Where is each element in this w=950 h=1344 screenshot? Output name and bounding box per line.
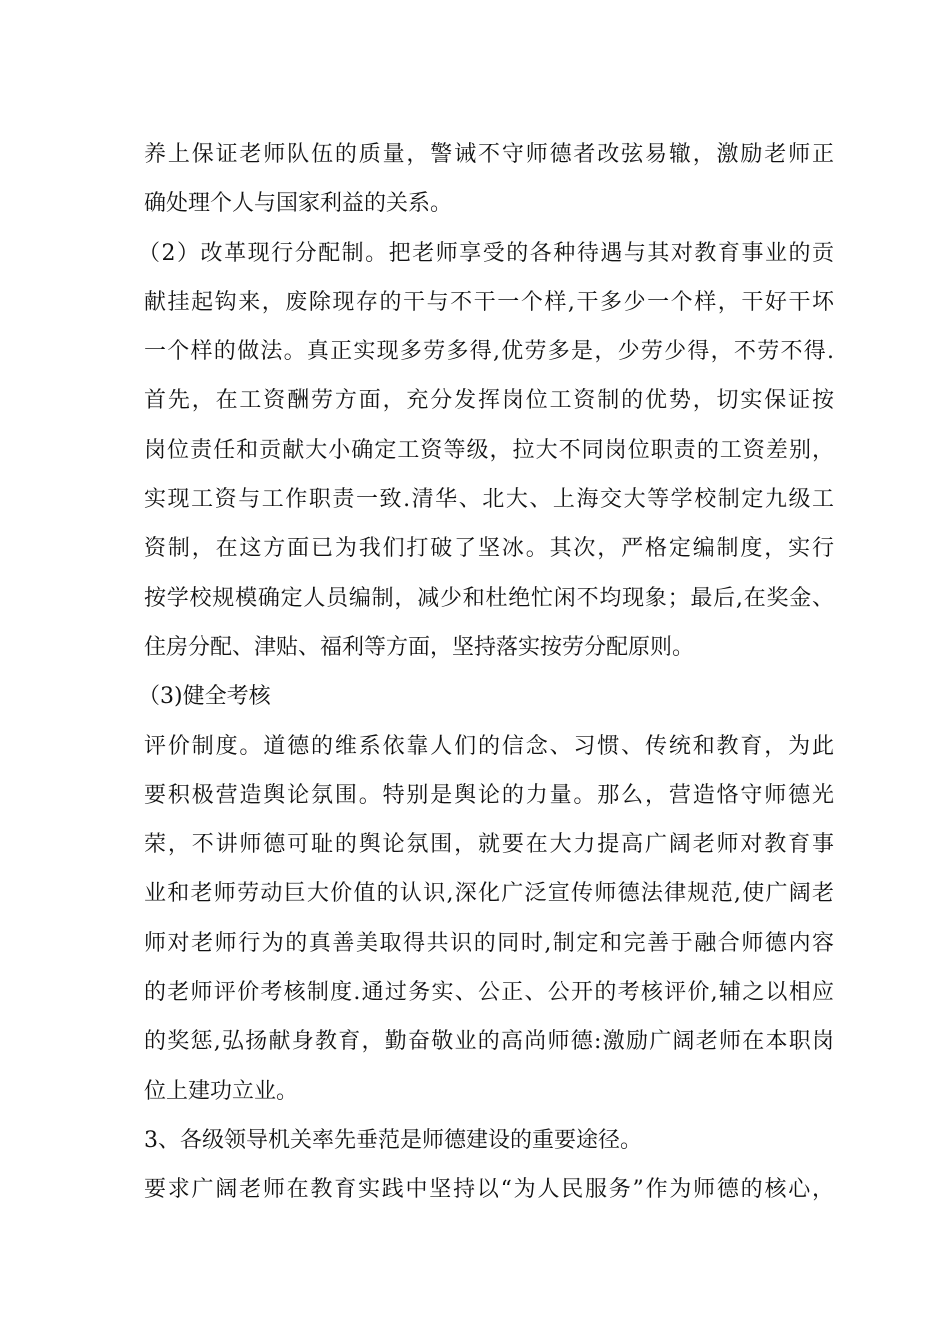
text-line: 要积极营造舆论氛围。特别是舆论的力量。那么，营造恪守师德光 [144, 782, 834, 808]
text-line: （2）改革现行分配制。把老师享受的各种待遇与其对教育事业的贡 [138, 240, 834, 266]
text-line: 献挂起钩来，废除现存的干与不干一个样,干多少一个样，干好干坏 [144, 289, 834, 315]
text-line: 的老师评价考核制度.通过务实、公正、公开的考核评价,辅之以相应 [144, 980, 834, 1006]
text-line: 养上保证老师队伍的质量，警诫不守师德者改弦易辙，激励老师正 [144, 142, 834, 167]
text-line: 业和老师劳动巨大价值的认识,深化广泛宣传师德法律规范,使广阔老 [144, 881, 834, 907]
text-line: 荣，不讲师德可耻的舆论氛围，就要在大力提高广阔老师对教育事 [144, 832, 834, 858]
body-text [138, 130, 834, 1215]
text-line: 评价制度。道德的维系依靠人们的信念、习惯、传统和教育，为此 [144, 733, 834, 759]
text-line: 一个样的做法。真正实现多劳多得,优劳多是，少劳少得，不劳不得. [144, 339, 834, 365]
text-line: 确处理个人与国家利益的关系。 [144, 191, 453, 217]
section-heading: 3、各级领导机关率先垂范是师德建设的重要途径。 [144, 1127, 642, 1153]
text-line: 位上建功立业。 [144, 1078, 299, 1104]
text-line: 的奖惩,弘扬献身教育，勤奋敬业的高尚师德:激励广阔老师在本职岗 [144, 1029, 834, 1055]
text-line: 岗位责任和贡献大小确定工资等级，拉大不同岗位职责的工资差别， [144, 437, 834, 463]
section-heading: （3)健全考核 [138, 684, 271, 710]
text-line: 首先，在工资酬劳方面，充分发挥岗位工资制的优势，切实保证按 [144, 388, 834, 414]
text-line: 按学校规模确定人员编制，减少和杜绝忙闲不均现象；最后,在奖金、 [144, 585, 834, 611]
text-line: 师对老师行为的真善美取得共识的同时,制定和完善于融合师德内容 [144, 930, 834, 956]
text-line: 要求广阔老师在教育实践中坚持以“为人民服务”作为师德的核心， [144, 1177, 834, 1203]
text-line: 实现工资与工作职责一致.清华、北大、上海交大等学校制定九级工 [144, 487, 834, 513]
text-line: 住房分配、津贴、福利等方面，坚持落实按劳分配原则。 [144, 634, 695, 660]
text-line: 资制，在这方面已为我们打破了坚冰。其次，严格定编制度，实行 [144, 536, 834, 562]
